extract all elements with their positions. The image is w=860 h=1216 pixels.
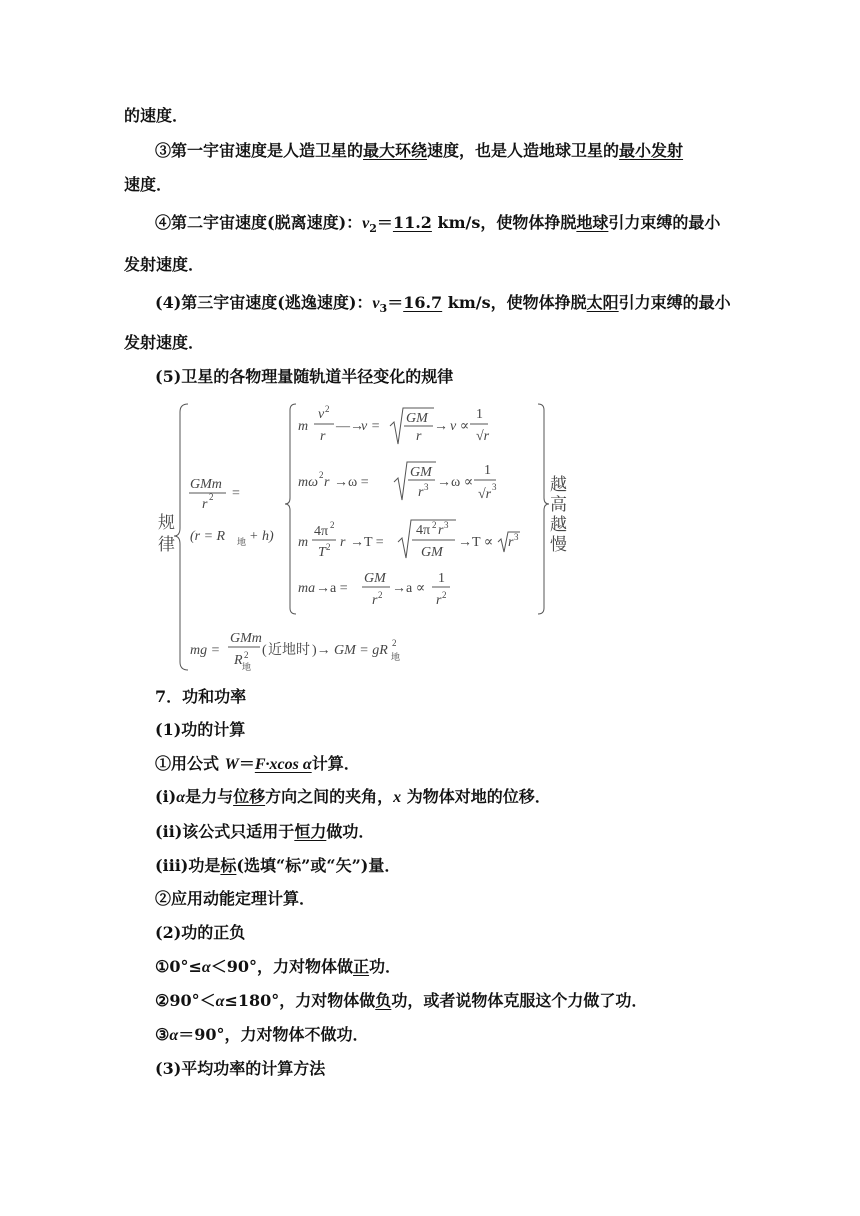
underlined-answer: 正: [353, 957, 370, 976]
formula-row-period: [298, 520, 520, 560]
formula-row-angular: [298, 462, 497, 502]
svg-text:GMm: GMm: [230, 631, 262, 646]
svg-text:R: R: [234, 653, 243, 668]
svg-text:地: 地: [242, 663, 252, 673]
third-cosmic-velocity-line-2: 发射速度．: [124, 333, 205, 352]
svg-text:2: 2: [442, 590, 447, 600]
svg-text:v: v: [318, 407, 325, 422]
angle-definition-line: [155, 787, 551, 808]
svg-text:GM: GM: [410, 465, 432, 480]
paragraph-continuation: 的速度．: [124, 106, 189, 125]
positive-work-line: [155, 957, 401, 978]
svg-text:m: m: [298, 535, 309, 550]
svg-text:T: T: [318, 545, 326, 560]
svg-text:ma: ma: [298, 581, 316, 596]
work-sign-heading: (2)功的正负: [155, 923, 246, 942]
underlined-answer: 负: [375, 991, 392, 1010]
underlined-answer: 标: [220, 856, 237, 875]
text: km/s，使物体挣脱: [442, 293, 587, 312]
svg-text:mg =: mg =: [190, 643, 221, 658]
text: 方向之间的夹角，: [265, 787, 394, 806]
underlined-answer: 地球: [576, 213, 609, 232]
text: (ⅲ)功是: [155, 856, 221, 875]
svg-text:→a =: →a =: [316, 581, 348, 596]
condition-sub: 地: [237, 538, 247, 548]
svg-text:√r: √r: [476, 429, 490, 444]
svg-text:—→: —→: [336, 419, 364, 434]
svg-text:r: r: [372, 593, 378, 608]
text: ③: [155, 1025, 170, 1044]
velocity-symbol: v: [362, 215, 370, 232]
text: (ⅱ)该公式只适用于: [155, 822, 295, 841]
svg-text:3: 3: [492, 482, 497, 492]
underlined-answer: 11.2: [392, 213, 432, 232]
alpha-symbol: α: [176, 789, 186, 806]
condition-right: + h): [249, 529, 274, 544]
svg-text:→: →: [434, 419, 448, 434]
work-formula-line: [155, 754, 360, 775]
svg-text:r: r: [416, 429, 422, 444]
zero-work-line: [155, 1025, 368, 1046]
underlined-answer: 16.7: [403, 293, 443, 312]
right-label-4: 慢: [550, 535, 567, 555]
svg-text:r: r: [320, 429, 326, 444]
text: 引力束缚的最小: [608, 213, 721, 232]
alpha-symbol: α: [169, 1027, 179, 1044]
svg-text:2: 2: [209, 492, 214, 502]
velocity-symbol: v: [372, 295, 380, 312]
svg-text:GM = gR: GM = gR: [334, 643, 388, 658]
third-cosmic-velocity-line: [155, 293, 731, 319]
svg-text:r: r: [436, 593, 442, 608]
first-cosmic-velocity-line: [155, 141, 683, 161]
svg-text:→ω =: →ω =: [334, 475, 369, 490]
second-cosmic-velocity-line-2: 发射速度．: [124, 255, 205, 274]
svg-text:mω: mω: [298, 475, 318, 490]
underlined-answer: 最小发射: [619, 141, 684, 160]
svg-text:√r: √r: [478, 487, 492, 502]
underlined-answer: 位移: [233, 787, 266, 806]
svg-text:v ∝: v ∝: [450, 419, 470, 434]
work-symbol: W: [224, 756, 239, 773]
left-label-2: 律: [158, 535, 175, 555]
text: 为物体对地的位移．: [401, 787, 551, 806]
svg-text:→ω ∝: →ω ∝: [437, 475, 474, 490]
text: (4)第三宇宙速度(逃逸速度)：: [155, 293, 373, 312]
right-label-2: 高: [550, 495, 567, 515]
svg-text:2: 2: [392, 638, 397, 648]
formula-row-velocity: [298, 404, 490, 444]
section-7-heading: 7．功和功率: [155, 687, 247, 706]
svg-text:=: =: [232, 486, 240, 501]
text: ≤180°，力对物体做: [224, 991, 376, 1010]
right-label-1: 越: [550, 475, 567, 495]
underlined-answer: F·xcos α: [254, 756, 312, 773]
subscript: 2: [369, 222, 377, 236]
near-earth-label: 近地时: [268, 642, 310, 658]
svg-text:GM: GM: [364, 571, 386, 586]
svg-text:2: 2: [378, 590, 383, 600]
svg-text:2: 2: [325, 404, 330, 414]
text: (ⅰ): [155, 787, 177, 806]
svg-text:→T ∝: →T ∝: [458, 535, 494, 550]
svg-text:2: 2: [326, 542, 331, 552]
left-label-1: 规: [158, 513, 175, 533]
text: ＝: [376, 213, 393, 232]
average-power-heading: (3)平均功率的计算方法: [155, 1059, 326, 1078]
svg-text:1: 1: [438, 571, 445, 586]
svg-text:GM: GM: [406, 411, 428, 426]
svg-text:4π: 4π: [314, 524, 329, 539]
inner-left-brace: [285, 404, 296, 614]
svg-text:r: r: [438, 523, 444, 538]
text: 引力束缚的最小: [618, 293, 731, 312]
text: 功．: [369, 957, 402, 976]
svg-text:3: 3: [514, 532, 519, 542]
second-cosmic-velocity-line: [155, 213, 720, 239]
svg-text:r: r: [340, 535, 346, 550]
svg-text:r: r: [324, 475, 330, 490]
formula-row-acceleration: [298, 571, 450, 608]
underlined-answer: 恒力: [294, 822, 327, 841]
formula-row-near-earth: [190, 631, 400, 673]
svg-text:4π: 4π: [416, 523, 431, 538]
svg-text:→T =: →T =: [350, 535, 384, 550]
text: ＝: [238, 754, 255, 773]
svg-text:1: 1: [484, 463, 491, 478]
text: 功，或者说物体克服这个力做了功．: [391, 991, 648, 1010]
text: ③第一宇宙速度是人造卫星的: [155, 141, 364, 160]
svg-text:1: 1: [476, 407, 483, 422]
svg-text:2: 2: [330, 520, 335, 530]
alpha-symbol: α: [201, 959, 211, 976]
text: 是力与: [185, 787, 234, 806]
subscript: 3: [379, 302, 388, 316]
svg-text:地: 地: [391, 653, 401, 663]
svg-text:m: m: [298, 419, 309, 434]
negative-work-line: [155, 991, 647, 1012]
text: ④第二宇宙速度(脱离速度)：: [155, 213, 363, 232]
underlined-answer: 太阳: [586, 293, 619, 312]
inner-right-brace: [538, 404, 549, 614]
formula-graphic: [154, 400, 574, 675]
svg-text:2: 2: [319, 470, 324, 480]
svg-text:)→: )→: [312, 643, 331, 658]
section-heading-5: (5)卫星的各物理量随轨道半径变化的规律: [155, 367, 454, 386]
svg-text:(: (: [262, 643, 267, 658]
text: 速度，也是人造地球卫星的: [427, 141, 620, 160]
text: ①用公式: [155, 754, 225, 773]
alpha-symbol: α: [215, 993, 225, 1010]
svg-text:→a ∝: →a ∝: [392, 581, 426, 596]
text: 计算．: [311, 754, 360, 773]
constant-force-line: [155, 822, 374, 842]
text: ②90°＜: [155, 991, 216, 1010]
svg-text:2: 2: [432, 520, 437, 530]
svg-text:v =: v =: [361, 419, 381, 434]
svg-text:3: 3: [424, 482, 429, 492]
first-cosmic-velocity-line-2: 速度．: [124, 175, 173, 194]
right-label-3: 越: [550, 515, 567, 535]
formula-main-num: GMm: [190, 477, 222, 492]
svg-text:r: r: [418, 485, 424, 500]
work-calc-heading: (1)功的计算: [155, 720, 246, 739]
x-symbol: x: [393, 789, 402, 806]
text: (选填“标”或“矢”)量．: [236, 856, 401, 875]
text: ①0°≤: [155, 957, 202, 976]
condition-left: (r = R: [190, 529, 226, 544]
svg-text:2: 2: [244, 650, 249, 660]
outer-left-brace: [174, 404, 188, 670]
text: ＝90°，力对物体不做功．: [178, 1025, 369, 1044]
text: km/s，使物体挣脱: [431, 213, 577, 232]
svg-text:GM: GM: [421, 545, 443, 560]
text: ＝: [387, 293, 404, 312]
svg-text:3: 3: [444, 520, 449, 530]
text: ＜90°，力对物体做: [210, 957, 354, 976]
scalar-line: [155, 856, 400, 876]
svg-text:r: r: [508, 535, 514, 550]
underlined-answer: 最大环绕: [363, 141, 428, 160]
text: 做功．: [326, 822, 375, 841]
satellite-law-formula: [154, 400, 574, 675]
kinetic-theorem-line: ②应用动能定理计算．: [155, 889, 316, 908]
formula-main-den: r: [202, 497, 208, 512]
